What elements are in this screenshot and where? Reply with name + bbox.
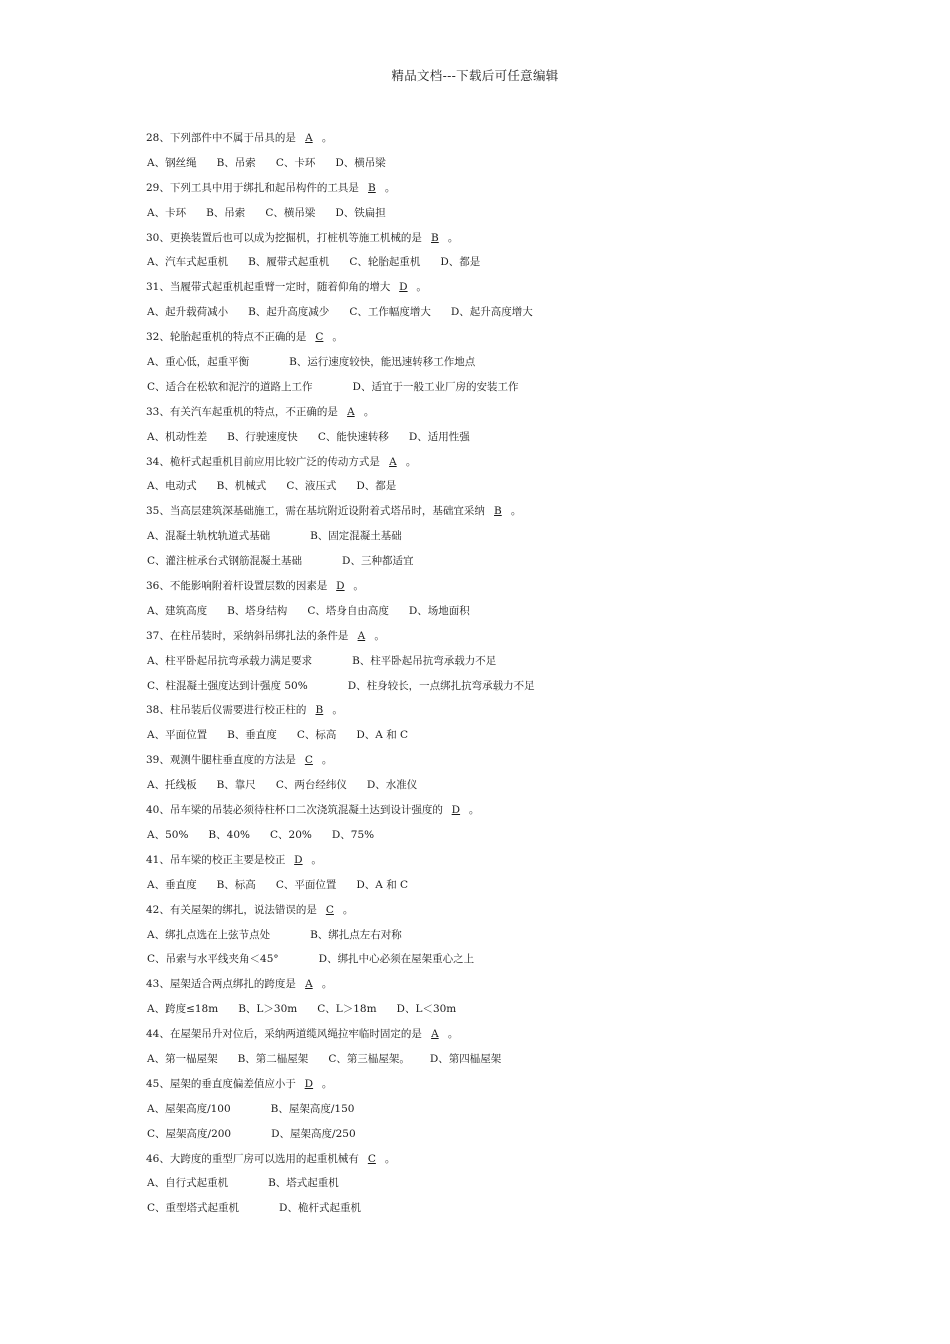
option-item: B、塔式起重机 bbox=[268, 1177, 339, 1190]
options-line bbox=[146, 305, 846, 330]
question-line bbox=[146, 231, 846, 256]
option-item: C、第三榀屋架。 bbox=[328, 1052, 410, 1065]
option-item: D、A 和 C bbox=[356, 729, 409, 742]
option-item: C、重型塔式起重机 bbox=[147, 1202, 240, 1215]
option-item: A、汽车式起重机 bbox=[147, 256, 229, 269]
question-end: 。 bbox=[321, 1077, 333, 1090]
option-item: D、柱身较长，一点绑扎抗弯承载力不足 bbox=[347, 679, 535, 692]
question-line bbox=[146, 1152, 846, 1177]
options-line bbox=[146, 1052, 846, 1077]
options-line bbox=[146, 1201, 846, 1226]
options-line bbox=[146, 554, 846, 579]
option-item: C、横吊梁 bbox=[265, 206, 316, 219]
question-end: 。 bbox=[353, 580, 364, 593]
option-item: B、起升高度减少 bbox=[248, 306, 330, 319]
option-item: A、自行式起重机 bbox=[147, 1177, 229, 1190]
question-line bbox=[146, 1027, 846, 1052]
option-item: A、绑扎点选在上弦节点处 bbox=[147, 928, 271, 941]
question-line bbox=[146, 803, 846, 828]
question-text: 35、当高层建筑深基础施工，需在基坑附近设附着式塔吊时，基础宜采纳 bbox=[146, 505, 485, 518]
option-item: D、A 和 C bbox=[356, 878, 409, 891]
question-text: 28、下列部件中不属于吊具的是 bbox=[146, 132, 296, 144]
question-end: 。 bbox=[363, 405, 375, 418]
answer-blank: C bbox=[325, 903, 334, 916]
question-text: 38、柱吊装后仪需要进行校正柱的 bbox=[146, 704, 307, 717]
option-item: A、垂直度 bbox=[147, 878, 197, 891]
option-item: A、第一榀屋架 bbox=[147, 1052, 218, 1065]
question-end: 。 bbox=[321, 132, 333, 144]
option-item: D、第四榀屋架 bbox=[429, 1052, 502, 1065]
question-end: 。 bbox=[342, 903, 354, 916]
option-item: C、吊索与水平线夹角＜45° bbox=[147, 953, 279, 966]
question-line bbox=[146, 181, 846, 206]
option-item: A、机动性差 bbox=[147, 430, 208, 443]
answer-blank: D bbox=[399, 281, 408, 294]
answer-blank: B bbox=[368, 181, 376, 194]
options-line bbox=[146, 1102, 846, 1127]
option-item: C、屋架高度/200 bbox=[147, 1127, 232, 1140]
question-text: 36、不能影响附着杆设置层数的因素是 bbox=[146, 580, 328, 593]
option-item: A、电动式 bbox=[147, 480, 197, 493]
question-text: 33、有关汽车起重机的特点，不正确的是 bbox=[146, 405, 338, 418]
option-item: B、标高 bbox=[216, 878, 256, 891]
question-end: 。 bbox=[384, 181, 396, 194]
question-text: 45、屋架的垂直度偏差值应小于 bbox=[146, 1077, 296, 1090]
question-line bbox=[146, 280, 846, 305]
option-item: B、行驶速度快 bbox=[227, 430, 298, 443]
options-line bbox=[146, 654, 846, 679]
question-text: 34、桅杆式起重机目前应用比较广泛的传动方式是 bbox=[146, 455, 380, 468]
question-text: 41、吊车梁的校正主要是校正 bbox=[146, 853, 286, 866]
option-item: D、75% bbox=[331, 828, 375, 841]
answer-blank: A bbox=[305, 132, 313, 144]
option-item: D、绑扎中心必须在屋架重心之上 bbox=[318, 953, 475, 966]
options-line bbox=[146, 952, 846, 977]
options-line bbox=[146, 255, 846, 280]
options-line bbox=[146, 1002, 846, 1027]
answer-blank: D bbox=[336, 580, 345, 593]
question-end: 。 bbox=[321, 978, 333, 991]
options-line bbox=[146, 1176, 846, 1201]
question-text: 37、在柱吊装时，采纳斜吊绑扎法的条件是 bbox=[146, 629, 349, 642]
question-end: 。 bbox=[332, 331, 343, 344]
question-text: 30、更换装置后也可以成为挖掘机，打桩机等施工机械的是 bbox=[146, 231, 422, 244]
options-line bbox=[146, 928, 846, 953]
option-item: D、屋架高度/250 bbox=[271, 1127, 356, 1140]
option-item: B、运行速度较快，能迅速转移工作地点 bbox=[289, 356, 476, 369]
option-item: C、能快速转移 bbox=[317, 430, 389, 443]
option-item: B、履带式起重机 bbox=[248, 256, 330, 269]
option-item: D、场地面积 bbox=[408, 604, 470, 617]
option-item: C、灌注桩承台式钢筋混凝土基础 bbox=[147, 555, 303, 568]
question-text: 46、大跨度的重型厂房可以选用的起重机械有 bbox=[146, 1152, 359, 1165]
question-end: 。 bbox=[510, 505, 522, 518]
options-line bbox=[146, 878, 846, 903]
options-line bbox=[146, 679, 846, 704]
question-end: 。 bbox=[311, 853, 322, 866]
option-item: B、L＞30m bbox=[238, 1003, 298, 1016]
option-item: B、靠尺 bbox=[216, 779, 256, 792]
question-text: 42、有关屋架的绑扎，说法错误的是 bbox=[146, 903, 317, 916]
options-line bbox=[146, 380, 846, 405]
option-item: A、平面位置 bbox=[147, 729, 208, 742]
question-end: 。 bbox=[447, 1028, 459, 1041]
question-end: 。 bbox=[405, 455, 417, 468]
options-line bbox=[146, 430, 846, 455]
options-line bbox=[146, 206, 846, 231]
question-end: 。 bbox=[447, 231, 459, 244]
options-line bbox=[146, 479, 846, 504]
options-line bbox=[146, 828, 846, 853]
answer-blank: D bbox=[451, 804, 461, 817]
options-line bbox=[146, 529, 846, 554]
option-item: D、水准仪 bbox=[366, 779, 418, 792]
option-item: C、轮胎起重机 bbox=[349, 256, 421, 269]
answer-blank: D bbox=[294, 853, 303, 866]
question-text: 43、屋架适合两点绑扎的跨度是 bbox=[146, 978, 296, 991]
option-item: A、建筑高度 bbox=[147, 604, 208, 617]
answer-blank: C bbox=[367, 1152, 376, 1165]
option-item: C、液压式 bbox=[286, 480, 337, 493]
option-item: A、屋架高度/100 bbox=[147, 1102, 231, 1115]
option-item: B、绑扎点左右对称 bbox=[310, 928, 402, 941]
option-item: C、卡环 bbox=[275, 156, 316, 169]
answer-blank: A bbox=[357, 629, 366, 642]
option-item: C、两台经纬仪 bbox=[275, 779, 347, 792]
option-item: A、重心低，起重平衡 bbox=[147, 356, 250, 369]
answer-blank: A bbox=[431, 1028, 439, 1041]
question-text: 44、在屋架吊升对位后，采纳两道缆风绳拉牢临时固定的是 bbox=[146, 1028, 422, 1041]
answer-blank: C bbox=[304, 754, 313, 767]
answer-blank: D bbox=[304, 1077, 314, 1090]
option-item: D、都是 bbox=[440, 256, 481, 269]
page-header: 精品文档---下载后可任意编辑 bbox=[391, 68, 559, 83]
question-end: 。 bbox=[321, 754, 333, 767]
option-item: C、适合在松软和泥泞的道路上工作 bbox=[147, 380, 313, 393]
option-item: C、L＞18m bbox=[317, 1003, 377, 1016]
option-item: D、桅杆式起重机 bbox=[279, 1202, 361, 1215]
option-item: A、托线板 bbox=[147, 779, 197, 792]
question-end: 。 bbox=[332, 704, 343, 717]
question-line bbox=[146, 977, 846, 1002]
options-line bbox=[146, 1127, 846, 1152]
question-line bbox=[146, 504, 846, 529]
option-item: A、柱平卧起吊抗弯承载力满足要求 bbox=[147, 654, 313, 667]
option-item: D、铁扁担 bbox=[335, 206, 386, 219]
answer-blank: C bbox=[315, 331, 324, 344]
question-text: 31、当履带式起重机起重臂一定时，随着仰角的增大 bbox=[146, 281, 391, 294]
option-item: B、柱平卧起吊抗弯承载力不足 bbox=[352, 654, 497, 667]
question-text: 40、吊车梁的吊装必须待柱杯口二次浇筑混凝土达到设计强度的 bbox=[146, 804, 443, 817]
option-item: D、适宜于一般工业厂房的安装工作 bbox=[352, 380, 519, 393]
question-line bbox=[146, 903, 846, 928]
option-item: B、第二榀屋架 bbox=[237, 1052, 309, 1065]
question-line bbox=[146, 753, 846, 778]
option-item: C、柱混凝土强度达到计强度 50% bbox=[147, 679, 308, 692]
question-text: 32、轮胎起重机的特点不正确的是 bbox=[146, 331, 307, 344]
answer-blank: B bbox=[431, 231, 439, 244]
option-item: A、混凝土轨枕轨道式基础 bbox=[147, 530, 271, 543]
option-item: A、卡环 bbox=[147, 206, 187, 219]
option-item: D、适用性强 bbox=[408, 430, 470, 443]
options-line bbox=[146, 778, 846, 803]
option-item: A、钢丝绳 bbox=[147, 156, 197, 169]
option-item: C、工作幅度增大 bbox=[349, 306, 431, 319]
option-item: D、三种都适宜 bbox=[342, 555, 414, 568]
question-list bbox=[146, 131, 846, 1226]
option-item: D、横吊梁 bbox=[335, 156, 386, 169]
answer-blank: A bbox=[389, 455, 397, 468]
question-line bbox=[146, 629, 846, 654]
option-item: A、50% bbox=[147, 828, 189, 841]
option-item: A、起升载荷减小 bbox=[147, 306, 229, 319]
option-item: D、L＜30m bbox=[396, 1003, 457, 1016]
answer-blank: A bbox=[305, 978, 313, 991]
options-line bbox=[146, 604, 846, 629]
option-item: B、机械式 bbox=[216, 480, 267, 493]
option-item: B、吊索 bbox=[206, 206, 246, 219]
question-line bbox=[146, 579, 846, 604]
question-text: 39、观测牛腿柱垂直度的方法是 bbox=[146, 754, 296, 767]
option-item: C、20% bbox=[269, 828, 312, 841]
question-line bbox=[146, 455, 846, 480]
question-end: 。 bbox=[374, 629, 385, 642]
question-line bbox=[146, 405, 846, 430]
options-line bbox=[146, 728, 846, 753]
question-line bbox=[146, 131, 846, 156]
options-line bbox=[146, 355, 846, 380]
answer-blank: B bbox=[315, 704, 324, 717]
question-line bbox=[146, 853, 846, 878]
answer-blank: A bbox=[347, 405, 355, 418]
question-end: 。 bbox=[468, 804, 480, 817]
option-item: B、塔身结构 bbox=[227, 604, 288, 617]
question-line bbox=[146, 703, 846, 728]
option-item: B、屋架高度/150 bbox=[270, 1102, 355, 1115]
option-item: C、标高 bbox=[296, 729, 337, 742]
option-item: B、40% bbox=[208, 828, 250, 841]
option-item: B、吊索 bbox=[216, 156, 256, 169]
option-item: C、平面位置 bbox=[275, 878, 337, 891]
question-end: 。 bbox=[416, 281, 427, 294]
option-item: D、起升高度增大 bbox=[450, 306, 533, 319]
question-line bbox=[146, 330, 846, 355]
question-text: 29、下列工具中用于绑扎和起吊构件的工具是 bbox=[146, 181, 359, 194]
option-item: D、都是 bbox=[356, 480, 397, 493]
option-item: A、跨度≤18m bbox=[147, 1003, 219, 1016]
option-item: C、塔身自由高度 bbox=[307, 604, 389, 617]
option-item: B、固定混凝土基础 bbox=[310, 530, 402, 543]
option-item: B、垂直度 bbox=[227, 729, 277, 742]
question-line bbox=[146, 1077, 846, 1102]
question-end: 。 bbox=[384, 1152, 396, 1165]
answer-blank: B bbox=[494, 505, 502, 518]
options-line bbox=[146, 156, 846, 181]
